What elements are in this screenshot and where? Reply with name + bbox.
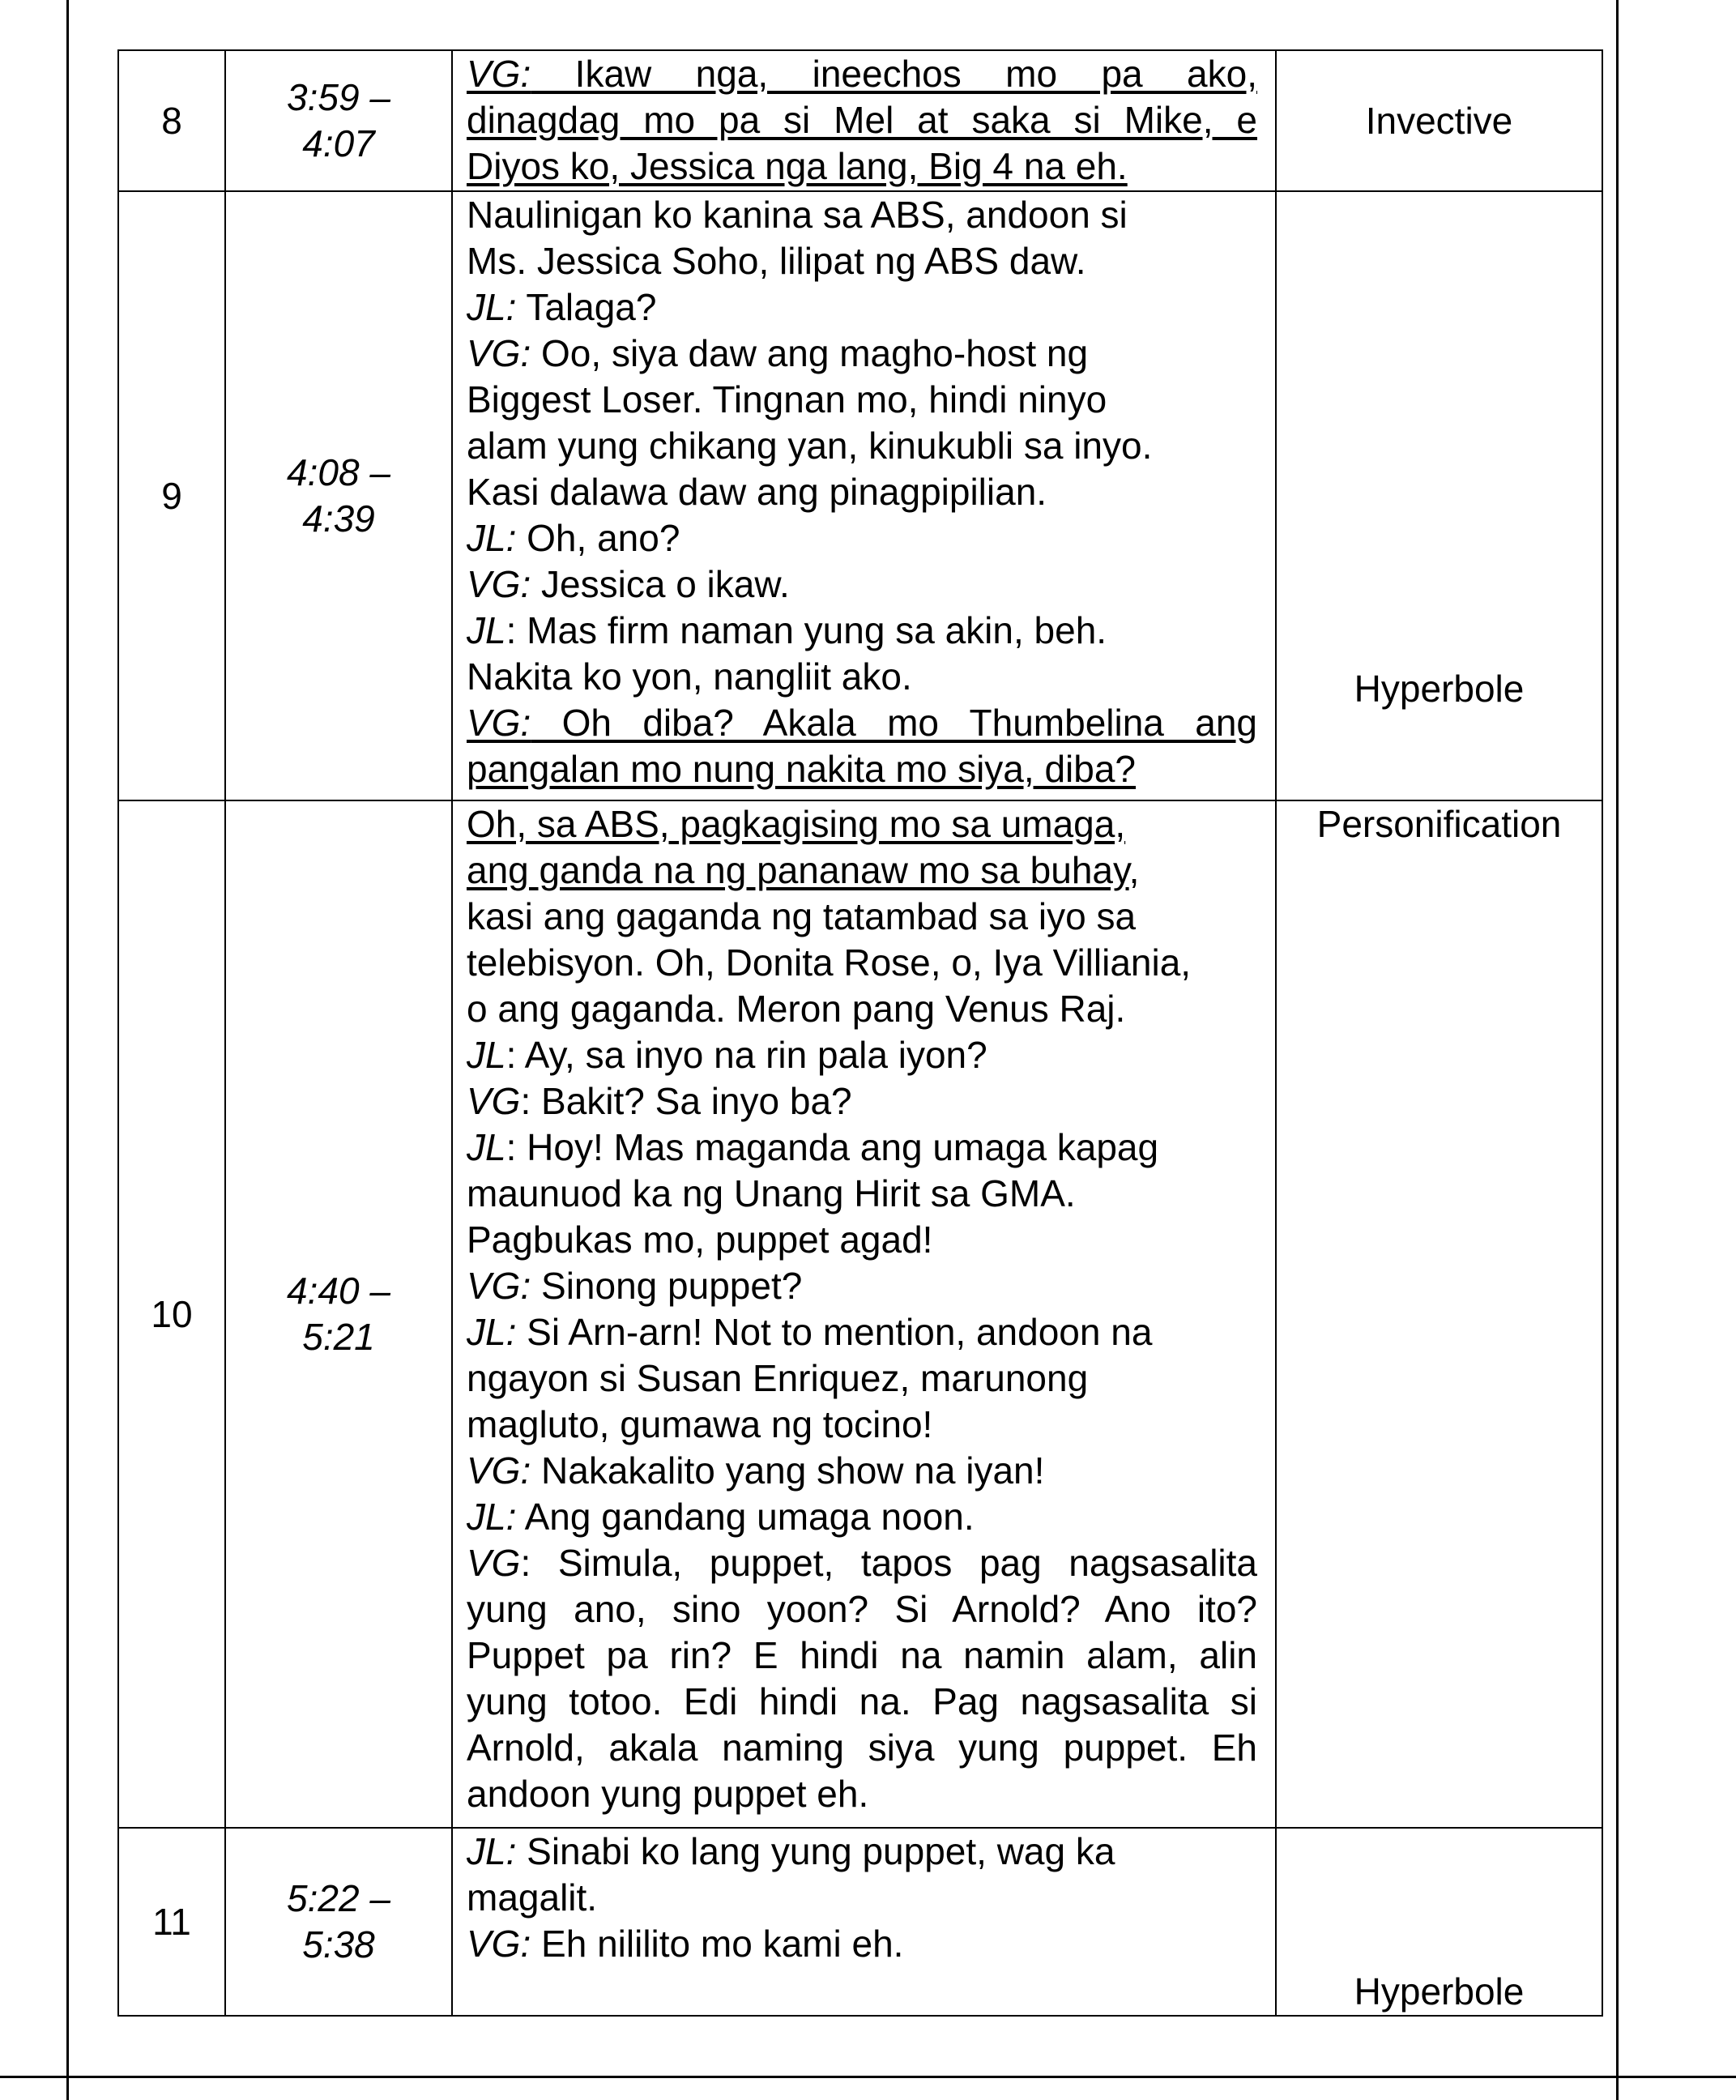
dialogue-line-content <box>467 425 1152 467</box>
line-text: magalit. <box>467 1876 598 1919</box>
dialogue-line-content <box>467 1727 1257 1769</box>
line-text: Oh diba? Akala mo Thumbelina ang <box>531 702 1257 744</box>
dialogue-line-content <box>467 655 912 698</box>
dialogue-text <box>452 800 1276 1828</box>
dialogue-line <box>467 1875 1257 1921</box>
dialogue-line-content <box>467 1773 868 1815</box>
line-text: Sinong puppet? <box>531 1265 803 1307</box>
line-text: dinagdag mo pa si Mel at saka si Mike, e <box>467 99 1257 141</box>
dialogue-line <box>467 469 1257 515</box>
dialogue-line <box>467 654 1257 700</box>
line-text: Kasi dalawa daw ang pinagpipilian. <box>467 471 1047 513</box>
row-number: 8 <box>118 50 225 191</box>
speaker-label: VG <box>467 1080 521 1122</box>
figure-of-speech <box>1276 800 1602 1828</box>
line-text: Biggest Loser. Tingnan mo, hindi ninyo <box>467 378 1107 420</box>
dialogue-line-content <box>467 194 1128 236</box>
figure-label: Personification <box>1316 803 1562 845</box>
dialogue-line <box>467 1263 1257 1309</box>
line-text: Si Arn-arn! Not to mention, andoon na <box>516 1311 1153 1353</box>
dialogue-line-content <box>467 99 1257 141</box>
dialogue-line-content <box>467 941 1191 984</box>
dialogue-line-content <box>467 1680 1257 1722</box>
dialogue-line-content <box>467 748 1136 790</box>
figure-label: Hyperbole <box>1354 668 1525 710</box>
dialogue-line-content <box>467 332 1088 374</box>
dialogue-line <box>467 986 1257 1032</box>
line-text: : Hoy! Mas maganda ang umaga kapag <box>505 1126 1159 1168</box>
speaker-label: JL <box>467 1034 506 1076</box>
dialogue-line-content <box>467 1830 1115 1872</box>
speaker-label: VG: <box>467 1923 531 1965</box>
dialogue-line <box>467 847 1257 894</box>
dialogue-line-content <box>467 702 1257 744</box>
line-text: Ang gandang umaga noon. <box>516 1496 975 1538</box>
row-number: 11 <box>118 1828 225 2016</box>
speaker-label: VG <box>467 1542 521 1584</box>
dialogue-line-content <box>467 471 1047 513</box>
dialogue-line-content <box>467 286 656 328</box>
figure-of-speech <box>1276 191 1602 800</box>
table-row <box>118 50 1602 191</box>
dialogue-line-content <box>467 1923 903 1965</box>
time-end: 4:07 <box>302 122 375 164</box>
dialogue-line <box>467 940 1257 986</box>
timestamp <box>225 50 452 191</box>
speaker-label: JL: <box>467 1496 517 1538</box>
dialogue-line-content <box>467 895 1136 937</box>
speaker-label: JL: <box>467 286 517 328</box>
dialogue-line-content <box>467 1403 932 1445</box>
line-text: Nakakalito yang show na iyan! <box>531 1449 1045 1492</box>
speaker-label: VG: <box>467 702 531 744</box>
line-text: Eh nililito mo kami eh. <box>531 1923 904 1965</box>
dialogue-line <box>467 192 1257 238</box>
dialogue-line <box>467 51 1257 97</box>
dialogue-line-content <box>467 1311 1152 1353</box>
dialogue-line-content <box>467 1357 1088 1399</box>
figure-label: Hyperbole <box>1354 1970 1525 2012</box>
dialogue-text <box>452 191 1276 800</box>
dialogue-line-content <box>467 609 1107 651</box>
line-text: Ikaw nga, ineechos mo pa ako, <box>531 53 1257 95</box>
line-text: Ms. Jessica Soho, lilipat ng ABS daw. <box>467 240 1086 282</box>
speaker-label: JL: <box>467 1311 517 1353</box>
line-text: : Simula, puppet, tapos pag nagsasalita <box>520 1542 1257 1584</box>
page-left-border <box>66 0 69 2100</box>
line-text: Oh, ano? <box>516 517 680 559</box>
dialogue-line <box>467 1402 1257 1448</box>
dialogue-line-content <box>467 1080 852 1122</box>
table-row <box>118 191 1602 800</box>
dialogue-line-content <box>467 1449 1044 1492</box>
timestamp <box>225 800 452 1828</box>
speaker-label: JL: <box>467 517 517 559</box>
dialogue-line <box>467 1032 1257 1078</box>
line-text: magluto, gumawa ng tocino! <box>467 1403 933 1445</box>
line-text: alam yung chikang yan, kinukubli sa inyo. <box>467 425 1153 467</box>
page-right-border <box>1616 0 1619 2100</box>
dialogue-line <box>467 1078 1257 1125</box>
dialogue-line <box>467 284 1257 331</box>
speaker-label: VG: <box>467 1265 531 1307</box>
speaker-label: JL <box>467 1126 506 1168</box>
line-text: maunuod ka ng Unang Hirit sa GMA. <box>467 1172 1076 1214</box>
dialogue-line-content <box>467 1876 597 1919</box>
dialogue-line <box>467 1448 1257 1494</box>
line-text: pangalan mo nung nakita mo siya, diba? <box>467 748 1137 790</box>
line-text: o ang gaganda. Meron pang Venus Raj. <box>467 988 1126 1030</box>
line-suffix: , <box>1128 849 1140 891</box>
line-text: Diyos ko, Jessica nga lang, Big 4 na eh. <box>467 145 1128 187</box>
dialogue-line <box>467 1679 1257 1725</box>
dialogue-line <box>467 1355 1257 1402</box>
time-start: 5:22 – <box>287 1877 390 1919</box>
dialogue-line <box>467 515 1257 561</box>
dialogue-line <box>467 894 1257 940</box>
line-text: Nakita ko yon, nangliit ako. <box>467 655 912 698</box>
figure-of-speech <box>1276 50 1602 191</box>
time-end: 5:21 <box>302 1316 375 1358</box>
line-text: Jessica o ikaw. <box>531 563 790 605</box>
dialogue-line-content <box>467 1265 802 1307</box>
time-end: 4:39 <box>302 497 375 540</box>
line-text: Oo, siya daw ang magho-host ng <box>531 332 1089 374</box>
speaker-label: VG: <box>467 332 531 374</box>
line-text: Sinabi ko lang yung puppet, wag ka <box>516 1830 1115 1872</box>
dialogue-line-content <box>467 378 1107 420</box>
dialogue-line-content <box>467 1126 1158 1168</box>
dialogue-line-content <box>467 563 790 605</box>
line-text: Naulinigan ko kanina sa ABS, andoon si <box>467 194 1128 236</box>
dialogue-line <box>467 700 1257 746</box>
dialogue-line <box>467 1633 1257 1679</box>
dialogue-line-content <box>467 988 1125 1030</box>
figure-of-speech <box>1276 1828 1602 2016</box>
dialogue-line <box>467 97 1257 143</box>
dialogue-line-content <box>467 1496 975 1538</box>
dialogue-line <box>467 1309 1257 1355</box>
dialogue-line-content <box>467 1219 932 1261</box>
row-number: 10 <box>118 800 225 1828</box>
dialogue-line <box>467 143 1257 190</box>
time-start: 4:08 – <box>287 451 390 493</box>
line-text: : Mas firm naman yung sa akin, beh. <box>505 609 1107 651</box>
dialogue-line-content <box>467 240 1086 282</box>
dialogue-line <box>467 377 1257 423</box>
table-row <box>118 800 1602 1828</box>
row-number: 9 <box>118 191 225 800</box>
speaker-label: VG: <box>467 563 531 605</box>
line-text: Talaga? <box>516 286 657 328</box>
time-start: 4:40 – <box>287 1270 390 1312</box>
transcript-table <box>117 49 1603 2017</box>
dialogue-text <box>452 50 1276 191</box>
line-text: ngayon si Susan Enriquez, marunong <box>467 1357 1089 1399</box>
dialogue-line-content <box>467 53 1257 95</box>
time-start: 3:59 – <box>287 76 390 118</box>
dialogue-line <box>467 1586 1257 1633</box>
dialogue-text <box>452 1828 1276 2016</box>
line-text: : Ay, sa inyo na rin pala iyon? <box>505 1034 987 1076</box>
time-end: 5:38 <box>302 1923 375 1966</box>
dialogue-line <box>467 1921 1257 1967</box>
timestamp <box>225 1828 452 2016</box>
dialogue-line-content <box>467 1634 1257 1676</box>
line-text: Oh, sa ABS, pagkagising mo sa umaga, <box>467 803 1126 845</box>
dialogue-line-content <box>467 1172 1076 1214</box>
dialogue-line <box>467 801 1257 847</box>
line-text: yung ano, sino yoon? Si Arnold? Ano ito? <box>467 1588 1257 1630</box>
dialogue-line <box>467 1829 1257 1875</box>
dialogue-line-content <box>467 849 1129 891</box>
dialogue-line-content <box>467 145 1128 187</box>
timestamp <box>225 191 452 800</box>
line-text: ang ganda na ng pananaw mo sa buhay <box>467 849 1129 891</box>
line-text: andoon yung puppet eh. <box>467 1773 869 1815</box>
dialogue-line-content <box>467 803 1125 845</box>
line-text: kasi ang gaganda ng tatambad sa iyo sa <box>467 895 1137 937</box>
dialogue-line <box>467 1494 1257 1540</box>
dialogue-line-content <box>467 1034 987 1076</box>
dialogue-line <box>467 238 1257 284</box>
line-text: : Bakit? Sa inyo ba? <box>520 1080 852 1122</box>
line-text: yung totoo. Edi hindi na. Pag nagsasalita si <box>467 1680 1257 1722</box>
dialogue-line <box>467 1540 1257 1586</box>
dialogue-line-content <box>467 1588 1257 1630</box>
dialogue-line <box>467 331 1257 377</box>
dialogue-line <box>467 1217 1257 1263</box>
dialogue-line-content <box>467 517 680 559</box>
dialogue-line <box>467 746 1257 792</box>
speaker-label: VG: <box>467 53 531 95</box>
dialogue-line <box>467 1725 1257 1771</box>
line-text: Arnold, akala naming siya yung puppet. Eh <box>467 1727 1257 1769</box>
page-bottom-border <box>0 2076 1736 2078</box>
dialogue-line <box>467 1771 1257 1817</box>
line-text: Puppet pa rin? E hindi na namin alam, alin <box>467 1634 1257 1676</box>
dialogue-line <box>467 1171 1257 1217</box>
dialogue-line <box>467 1125 1257 1171</box>
line-text: Pagbukas mo, puppet agad! <box>467 1219 933 1261</box>
line-text: telebisyon. Oh, Donita Rose, o, Iya Villiania, <box>467 941 1192 984</box>
figure-label: Invective <box>1365 99 1513 142</box>
dialogue-line <box>467 608 1257 654</box>
speaker-label: VG: <box>467 1449 531 1492</box>
dialogue-line <box>467 423 1257 469</box>
dialogue-line-content <box>467 1542 1257 1584</box>
speaker-label: JL: <box>467 1830 517 1872</box>
dialogue-line <box>467 561 1257 608</box>
speaker-label: JL <box>467 609 506 651</box>
table-row <box>118 1828 1602 2016</box>
